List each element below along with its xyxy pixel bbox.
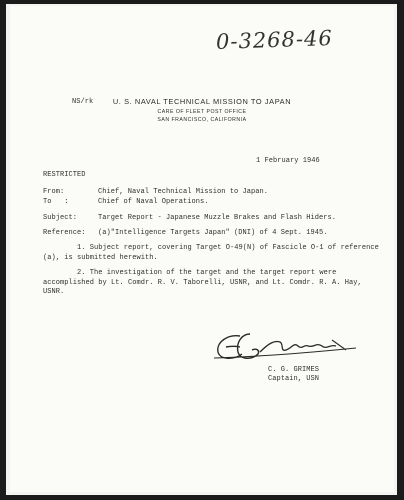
document-paper: [10, 6, 394, 492]
letterhead-organization: U. S. NAVAL TECHNICAL MISSION TO JAPAN: [112, 97, 292, 106]
paragraph-2: [43, 269, 381, 298]
paragraph-2-number: 2.: [77, 269, 86, 277]
reference-value: (a)"Intelligence Targets Japan" (DNI) of 4 Sept. 1945.: [98, 229, 328, 237]
scan-edge-bottom: [0, 495, 404, 500]
paragraph-1-number: 1.: [77, 244, 86, 252]
subject-label: Subject:: [43, 214, 78, 222]
signer-title: Captain, USN: [268, 375, 320, 383]
to-value: Chief of Naval Operations.: [98, 198, 209, 206]
to-label: To :: [43, 198, 69, 206]
paragraph-1-text: Subject report, covering Target O-49(N) of Fascicle O-1 of reference (a), is submitted herewith.: [43, 244, 379, 262]
subject-value: Target Report - Japanese Muzzle Brakes and Flash Hiders.: [98, 214, 337, 222]
classification-marking: RESTRICTED: [43, 171, 86, 179]
handwritten-signature: [206, 328, 366, 368]
handwritten-document-number: 0-3268-46: [215, 25, 334, 55]
from-label: From:: [43, 188, 65, 196]
from-value: Chief, Naval Technical Mission to Japan.: [98, 188, 269, 196]
signer-name: C. G. GRIMES: [268, 366, 320, 374]
letter-date: 1 February 1946: [256, 157, 320, 165]
reference-label: Reference:: [43, 229, 86, 237]
scan-edge-left: [0, 0, 6, 500]
paragraph-2-text: The investigation of the target and the target report were accomplished by Lt. Comdr. R. V. Taborelli, USNR, and Lt. Comdr. R. A. Hay, USNR.: [43, 269, 362, 297]
reference-initials: NS/rk: [72, 98, 94, 106]
letterhead-address-2: SAN FRANCISCO, CALIFORNIA: [157, 117, 247, 123]
scan-edge-right: [397, 0, 404, 500]
paragraph-1: [43, 244, 381, 263]
scan-edge-top: [0, 0, 404, 4]
letterhead-address-1: CARE OF FLEET POST OFFICE: [157, 109, 247, 115]
